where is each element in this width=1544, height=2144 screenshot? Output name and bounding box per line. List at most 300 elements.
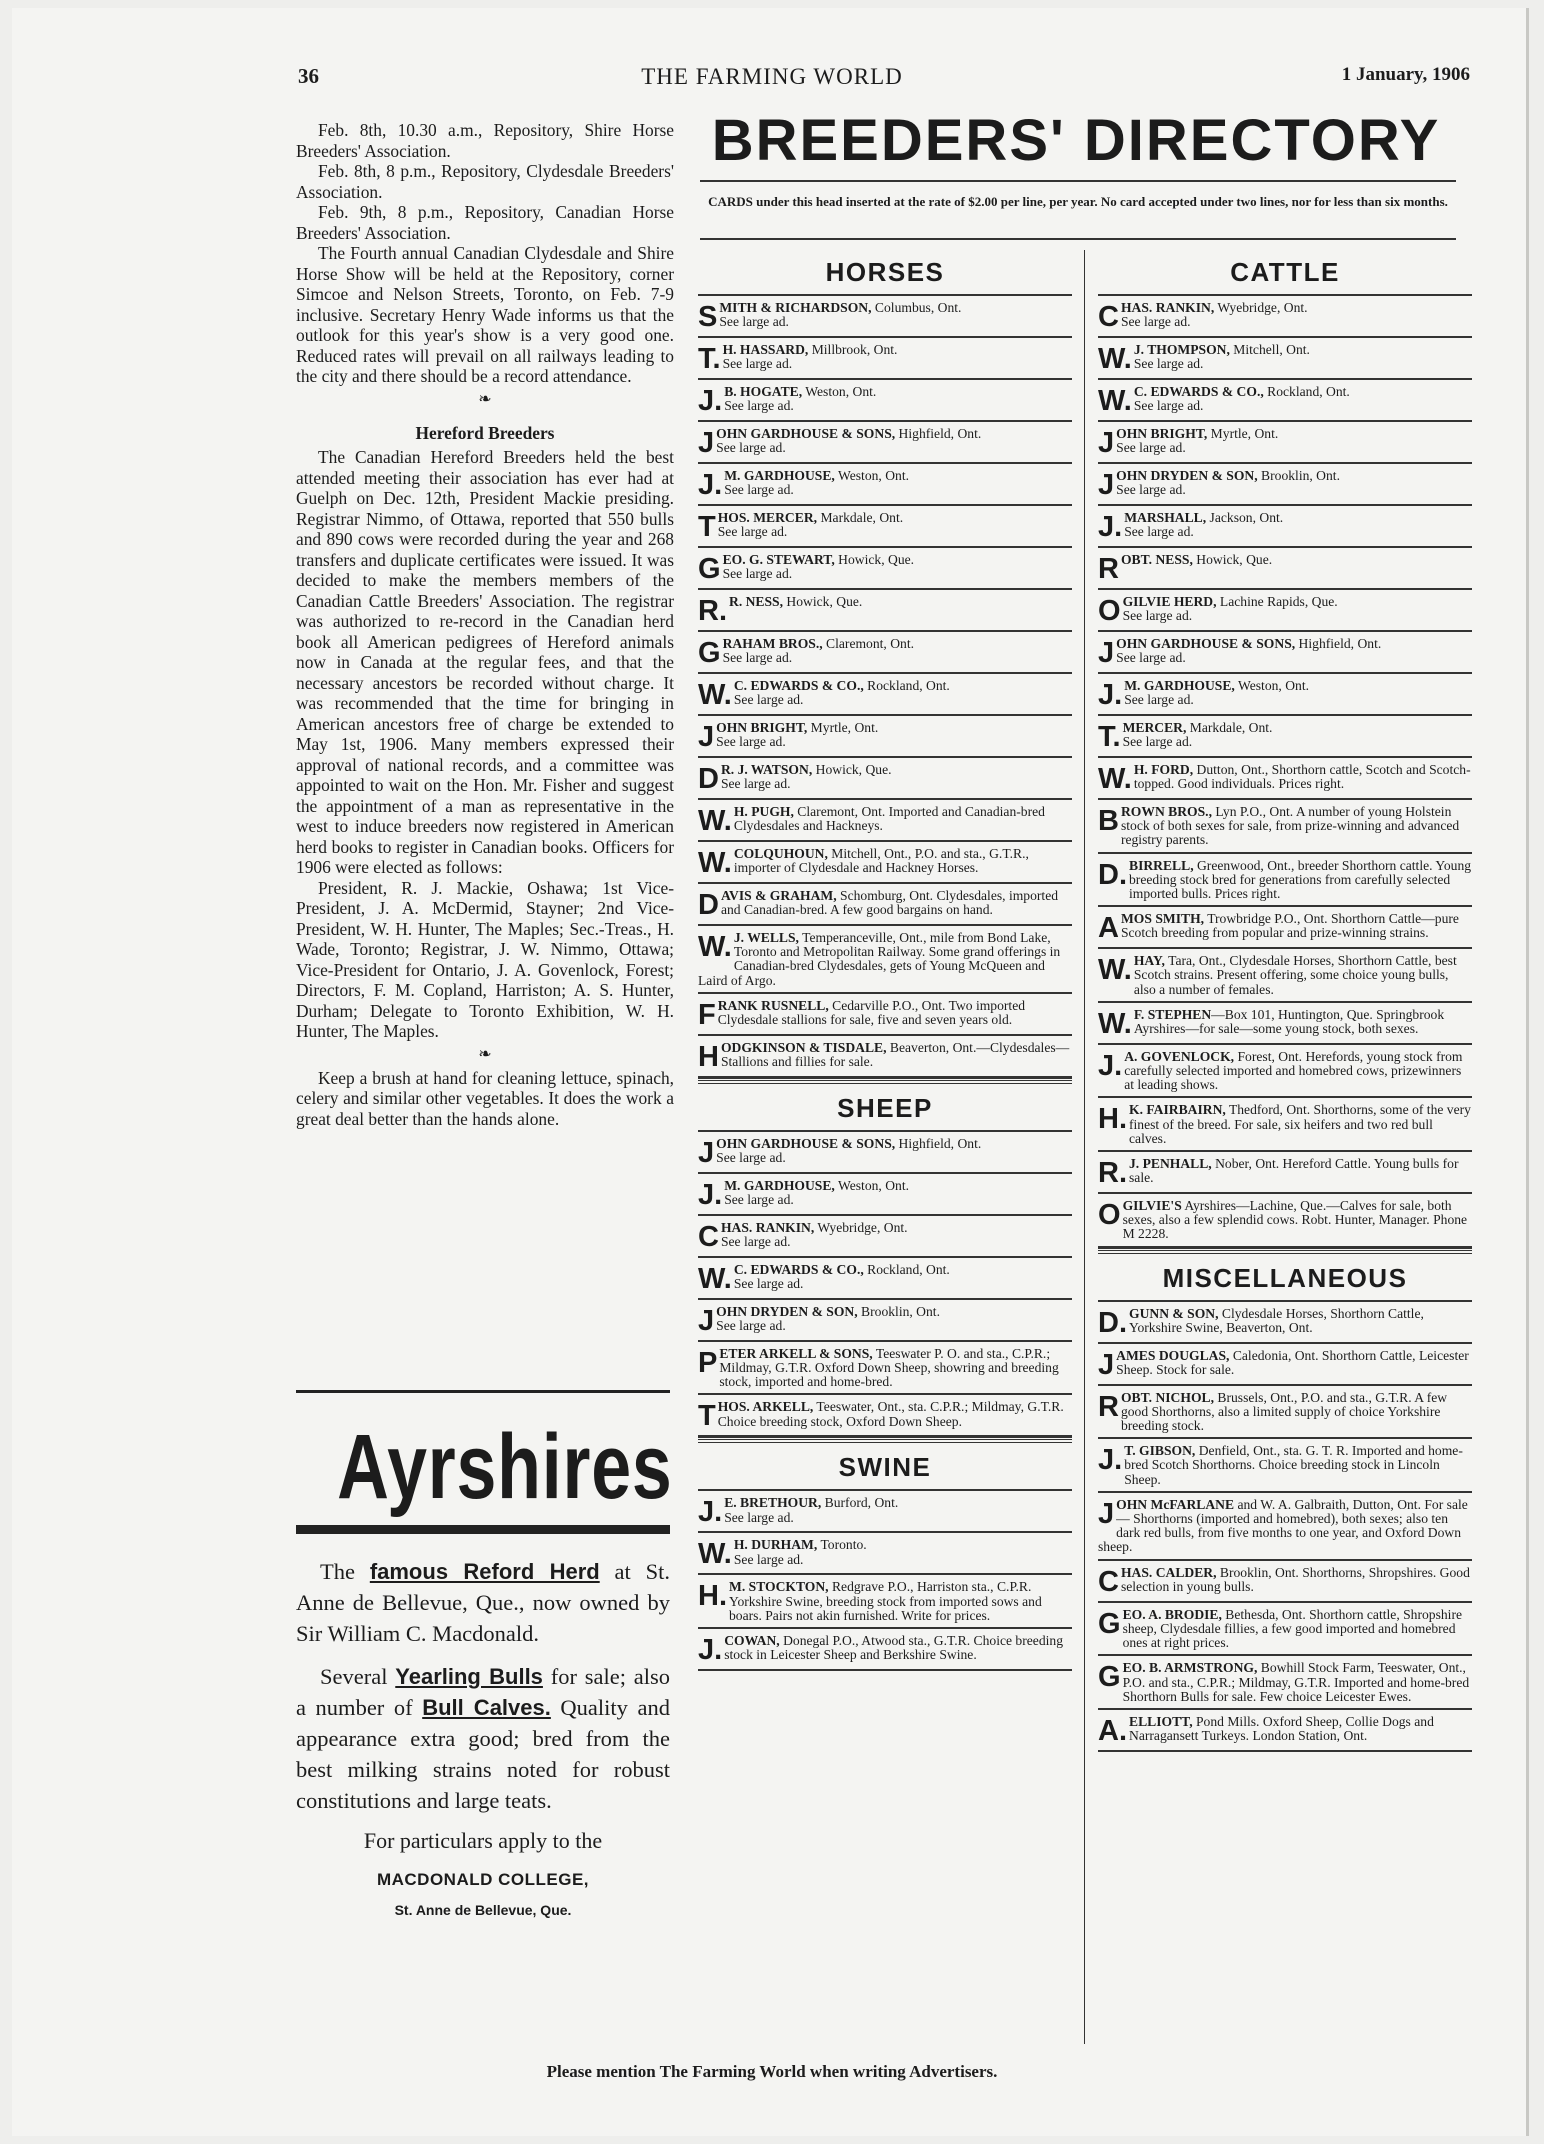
section-heading-sheep: SHEEP	[837, 1092, 933, 1123]
entry-name: C. EDWARDS & CO.,	[733, 678, 864, 693]
directory-rates-note: CARDS under this head inserted at the rate of $2.00 per line, per year. No card accepted under two lines, nor for less than six months.	[708, 194, 1448, 209]
left-article-column	[296, 120, 674, 1129]
entry-initial: J	[698, 1136, 715, 1169]
entry-name: OHN BRIGHT,	[1116, 426, 1208, 441]
entry-text: Tara, Ont., Clydesdale Horses, Shorthorn Cattle, best Scotch strains. Present offering, some choice young bulls, also a number of females.	[1133, 953, 1457, 997]
entry-text: Rockland, Ont.	[863, 1261, 950, 1277]
text: at St. Anne de Bellevue, Que., now owned by Sir William C. Macdonald.	[296, 1559, 670, 1646]
entry-see-ad: See large ad.	[1122, 734, 1193, 750]
entry-text: Toronto.	[817, 1537, 867, 1553]
entry-text: Teeswater P. O. and sta., C.P.R.; Mildmay, G.T.R. Oxford Down Sheep, showring and breeding stock, imported and home-bred.	[719, 1345, 1059, 1390]
issue-date: 1 January, 1906	[1341, 64, 1470, 85]
directory-entry	[698, 1342, 1072, 1396]
entry-name: J. THOMPSON,	[1133, 342, 1230, 357]
directory-entry	[1098, 949, 1472, 1003]
directory-entry	[1098, 907, 1472, 949]
ad-body	[296, 1556, 670, 1816]
directory-entry	[1098, 1098, 1472, 1152]
entry-initial: T.	[698, 343, 721, 375]
directory-entry	[698, 1491, 1072, 1533]
entry-initial: J.	[698, 1496, 723, 1529]
ad-paragraph	[296, 1661, 670, 1816]
entry-initial: T	[698, 511, 716, 543]
entry-initial: R.	[698, 595, 727, 627]
entry-name: OHN BRIGHT,	[716, 720, 808, 735]
entry-see-ad: See large ad.	[1133, 398, 1204, 414]
entry-name: OHN DRYDEN & SON,	[1116, 468, 1258, 483]
entry-name: OHN DRYDEN & SON,	[716, 1303, 858, 1319]
entry-initial: J.	[1098, 679, 1123, 711]
entry-text: Cedarville P.O., Ont. Two imported Clydesdale stallions for sale, five and seven years old.	[717, 997, 1026, 1028]
entry-text: Wyebridge, Ont.	[1214, 300, 1308, 315]
entry-name: H. HASSARD,	[722, 342, 809, 357]
entry-text: Rockland, Ont.	[1263, 384, 1350, 399]
entry-see-ad: See large ad.	[716, 1150, 786, 1166]
entry-see-ad: See large ad.	[720, 1234, 791, 1250]
directory-entry	[698, 1300, 1072, 1342]
entry-name: HAY,	[1133, 953, 1165, 969]
directory-entry	[698, 1395, 1072, 1437]
entry-see-ad: See large ad.	[717, 524, 788, 540]
entry-text: Forest, Ont. Herefords, young stock from carefully selected imported and homebred cows, prizewinners at leading shows.	[1124, 1048, 1463, 1093]
entry-text: Myrtle, Ont.	[807, 720, 879, 735]
directory-entry	[1098, 1194, 1472, 1248]
entry-text: Lachine Rapids, Que.	[1216, 594, 1338, 609]
directory-entry	[1098, 590, 1472, 632]
entry-initial: D.	[1098, 1306, 1127, 1339]
entry-name: R. J. WATSON,	[720, 762, 813, 777]
directory-entry	[1098, 422, 1472, 464]
entry-initial: C	[1098, 301, 1119, 333]
entry-initial: J.	[698, 1634, 723, 1667]
entry-text: Dutton, Ont., Shorthorn cattle, Scotch and Scotch-topped. Good individuals. Prices right.	[1133, 762, 1471, 792]
entry-text: Howick, Que.	[812, 762, 892, 777]
entry-name: OHN McFARLANE	[1116, 1496, 1235, 1512]
entry-name: B. HOGATE,	[724, 384, 803, 399]
directory-entry	[1098, 1603, 1472, 1657]
directory-entry	[698, 632, 1072, 674]
directory-entry	[698, 842, 1072, 884]
entry-initial: R	[1098, 1390, 1119, 1423]
directory-entry	[1098, 1710, 1472, 1752]
ornament-icon: ❧	[478, 1045, 492, 1063]
entry-name: HAS. RANKIN,	[720, 1219, 815, 1235]
entry-initial: J	[1098, 1348, 1115, 1381]
entry-text: Bethesda, Ont. Shorthorn cattle, Shropshire sheep, Clydesdale fillies, a few good imported and homebred ones at right prices.	[1122, 1606, 1463, 1651]
entry-see-ad: See large ad.	[733, 1551, 804, 1567]
entry-text: Jackson, Ont.	[1206, 510, 1284, 525]
entry-initial: H.	[1098, 1103, 1127, 1136]
directory-entry	[1098, 716, 1472, 758]
entry-initial: D.	[1098, 858, 1127, 891]
entry-text: Nober, Ont. Hereford Cattle. Young bulls for sale.	[1129, 1156, 1459, 1186]
directory-entry	[698, 338, 1072, 380]
paragraph: Feb. 8th, 8 p.m., Repository, Clydesdale Breeders' Association.	[296, 161, 674, 202]
entry-initial: R.	[1098, 1157, 1127, 1190]
entry-initial: W.	[1098, 954, 1132, 987]
entry-initial: J.	[698, 1178, 723, 1211]
page-footer: Please mention The Farming World when writing Advertisers.	[546, 2062, 998, 2081]
entry-initial: J	[1098, 427, 1115, 459]
divider	[700, 180, 1456, 182]
entry-text: Temperanceville, Ont., mile from Bond Lake, Toronto and Metropolitan Railway. Some grand offerings in Canadian-bred Clydesdales, gets of Young McQueen and Laird of Argo.	[698, 930, 1061, 988]
entry-name: K. FAIRBAIRN,	[1129, 1102, 1226, 1118]
directory-entry	[698, 548, 1072, 590]
entry-initial: G	[1098, 1607, 1121, 1640]
entry-text: Claremont, Ont.	[822, 636, 915, 651]
entry-initial: J.	[1098, 1049, 1123, 1082]
directory-entry	[1098, 1045, 1472, 1099]
directory-entry	[698, 506, 1072, 548]
entry-initial: P	[698, 1346, 718, 1379]
directory-entry	[698, 1036, 1072, 1078]
ayrshires-advertisement	[296, 1390, 673, 1918]
directory-entry	[1098, 1493, 1472, 1561]
entry-name: BIRRELL,	[1129, 857, 1194, 873]
entry-name: R. NESS,	[729, 594, 784, 609]
entry-text: Beaverton, Ont.—Clydesdales—Stallions and fillies for sale.	[720, 1039, 1070, 1070]
entry-name: GILVIE HERD,	[1122, 594, 1217, 609]
entry-see-ad: See large ad.	[722, 566, 793, 582]
entry-name: RANK RUSNELL,	[717, 997, 829, 1013]
entry-initial: J	[698, 427, 715, 459]
entry-text: Mitchell, Ont., P.O. and sta., G.T.R., importer of Clydesdale and Hackney Horses.	[733, 846, 1029, 876]
directory-entry	[698, 464, 1072, 506]
entry-text: and W. A. Galbraith, Dutton, Ont. For sale — Shorthorns (imported and homebred), both sexes; also ten dark red bulls, from five months to one year, and Oxford Down sheep.	[1098, 1496, 1468, 1555]
directory-entry	[1098, 1344, 1472, 1386]
directory-entry	[698, 926, 1072, 994]
directory-entry	[698, 422, 1072, 464]
entry-see-ad: See large ad.	[733, 692, 804, 708]
entry-name: COWAN,	[724, 1633, 780, 1649]
column-divider	[1084, 250, 1085, 2044]
entry-name: T. GIBSON,	[1124, 1443, 1196, 1459]
entry-initial: W.	[698, 805, 732, 837]
directory-entry	[698, 1629, 1072, 1671]
entry-name: HAS. CALDER,	[1120, 1564, 1217, 1580]
entry-name: MARSHALL,	[1124, 510, 1207, 525]
entry-text: Weston, Ont.	[1234, 678, 1310, 693]
entry-initial: D	[698, 763, 719, 795]
section-heading-horses: HORSES	[825, 257, 945, 287]
entry-text: Burford, Ont.	[821, 1495, 899, 1511]
directory-entry	[1098, 338, 1472, 380]
entry-text: Thedford, Ont. Shorthorns, some of the very finest of the breed. For sale, six heifers and two red bull calves.	[1129, 1102, 1471, 1146]
entry-text: Howick, Que.	[783, 594, 863, 609]
entry-text: Rockland, Ont.	[863, 678, 950, 693]
entry-name: A. GOVENLOCK,	[1124, 1048, 1235, 1064]
ad-apply-line: For particulars apply to the	[363, 1828, 603, 1853]
entry-name: GILVIE'S	[1122, 1198, 1182, 1214]
entry-see-ad: See large ad.	[1124, 524, 1194, 540]
entry-text: Markdale, Ont.	[817, 510, 904, 525]
entry-text: Highfield, Ont.	[895, 426, 982, 441]
entry-text: Highfield, Ont.	[895, 1135, 982, 1151]
entry-name: J. WELLS,	[733, 930, 799, 945]
text: Several	[320, 1664, 396, 1689]
directory-entry	[698, 590, 1072, 632]
directory-entry	[698, 380, 1072, 422]
directory-entry	[698, 1258, 1072, 1300]
entry-see-ad: See large ad.	[724, 398, 794, 414]
entry-initial: B	[1098, 805, 1119, 837]
entry-initial: W.	[698, 679, 732, 711]
entry-text: Myrtle, Ont.	[1207, 426, 1279, 441]
section-heading-swine: SWINE	[838, 1452, 932, 1483]
entry-initial: C	[1098, 1565, 1119, 1598]
entry-initial: A.	[1098, 1714, 1127, 1747]
entry-name: OBT. NESS,	[1120, 552, 1193, 567]
entry-text: Caledonia, Ont. Shorthorn Cattle, Leicester Sheep. Stock for sale.	[1116, 1347, 1469, 1377]
entry-initial: G	[698, 637, 721, 669]
entry-initial: O	[1098, 1199, 1121, 1232]
entry-initial: W.	[698, 1538, 732, 1571]
entry-text: Howick, Que.	[834, 552, 915, 567]
entry-name: AMES DOUGLAS,	[1116, 1347, 1230, 1363]
directory-entry	[698, 800, 1072, 842]
entry-initial: A	[1098, 912, 1119, 945]
entry-name: HOS. ARKELL,	[717, 1399, 814, 1415]
entry-name: ROWN BROS.,	[1120, 804, 1212, 819]
entry-initial: F	[698, 998, 716, 1031]
paragraph: Keep a brush at hand for cleaning lettuce, spinach, celery and similar other vegetables. It does the work a great deal better than the hands alone.	[296, 1067, 674, 1129]
entry-name: ETER ARKELL & SONS,	[719, 1345, 873, 1361]
entry-initial: W.	[698, 847, 732, 879]
entry-text: Weston, Ont.	[802, 384, 877, 399]
directory-entry	[698, 716, 1072, 758]
directory-entry	[1098, 1152, 1472, 1194]
entry-initial: R	[1098, 553, 1119, 585]
directory-entry	[698, 884, 1072, 926]
entry-name: C. EDWARDS & CO.,	[1133, 384, 1264, 399]
text: The	[320, 1559, 370, 1584]
entry-see-ad: See large ad.	[722, 356, 793, 372]
directory-entry	[1098, 1561, 1472, 1603]
divider	[296, 1390, 670, 1393]
directory-entry	[698, 1216, 1072, 1258]
entry-initial: J	[698, 1304, 715, 1337]
entry-initial: D	[698, 889, 719, 921]
directory-entry	[698, 1575, 1072, 1629]
entry-see-ad: See large ad.	[716, 1318, 786, 1334]
entry-initial: J	[698, 721, 715, 753]
entry-name: EO. B. ARMSTRONG,	[1122, 1660, 1258, 1676]
paragraph: Feb. 8th, 10.30 a.m., Repository, Shire Horse Breeders' Association.	[296, 120, 674, 161]
entry-text: Denfield, Ont., sta. G. T. R. Imported and home-bred Scotch Shorthorns. Choice breeding stock in Lincoln Sheep.	[1124, 1443, 1463, 1487]
entry-name: EO. G. STEWART,	[722, 552, 835, 567]
directory-entry	[698, 1533, 1072, 1575]
entry-initial: T	[698, 1400, 716, 1433]
entry-see-ad: See large ad.	[733, 1276, 804, 1292]
entry-name: MERCER,	[1122, 720, 1187, 735]
entry-initial: J.	[1098, 511, 1123, 543]
entry-see-ad: See large ad.	[1124, 692, 1194, 708]
directory-column-left	[698, 248, 1072, 1671]
entry-initial: W.	[1098, 385, 1132, 417]
entry-name: HAS. RANKIN,	[1120, 300, 1215, 315]
entry-initial: W.	[698, 1262, 732, 1295]
entry-initial: H	[698, 1040, 719, 1073]
entry-text: Greenwood, Ont., breeder Shorthorn cattle. Young breeding stock bred for generations from carefully selected imported bulls. Prices right.	[1129, 857, 1472, 902]
entry-text: Mitchell, Ont.	[1229, 342, 1310, 357]
entry-text: Markdale, Ont.	[1186, 720, 1273, 735]
entry-name: C. EDWARDS & CO.,	[733, 1261, 864, 1277]
entry-text: Trowbridge P.O., Ont. Shorthorn Cattle—pure Scotch breeding from popular and prize-winning strains.	[1120, 911, 1459, 941]
paragraph: The Canadian Hereford Breeders held the best attended meeting their association has ever had at Guelph on Dec. 12th, President Mackie presiding. Registrar Nimmo, of Ottawa, reported that 550 bulls and 890 cows were recorded during the year and 268 transfers and duplicate certificates were issued. It was decided to make the members members of the Canadian Cattle Breeders' Association. The registrar was authorized to re-record in the Canadian herd book all American pedigrees of Hereford animals now in Canada at the regular fees, and that the necessary ancestors be recorded without charge. It was recommended that the time for bringing in American ancestors free of charge be extended to May 1st, 1906. Many members expressed their approval of national records, and a committee was appointed to wait on the Hon. Mr. Fisher and suggest the appointment of a man as representative in the west to induce breeders now registered in American herd books to register in Canadian books. Officers for 1906 were elected as follows:	[296, 447, 674, 877]
entry-name: RAHAM BROS.,	[722, 636, 823, 651]
directory-entry	[698, 994, 1072, 1036]
entry-text: Highfield, Ont.	[1295, 636, 1382, 651]
entry-text: Weston, Ont.	[834, 1177, 910, 1193]
section-heading-cattle: CATTLE	[1230, 257, 1340, 287]
entry-name: EO. A. BRODIE,	[1122, 1606, 1222, 1622]
ad-address: St. Anne de Bellevue, Que.	[394, 1902, 572, 1918]
entry-name: H. FORD,	[1133, 762, 1194, 777]
entry-text: Brooklin, Ont.	[857, 1303, 940, 1319]
entry-see-ad: See large ad.	[1116, 440, 1186, 456]
entry-see-ad: See large ad.	[720, 776, 791, 792]
entry-see-ad: See large ad.	[1116, 650, 1186, 666]
entry-text: Clydesdale Horses, Shorthorn Cattle, Yorkshire Swine, Beaverton, Ont.	[1129, 1305, 1424, 1335]
entry-text: —Box 101, Huntington, Que. Springbrook Ayrshires—for sale—some young stock, both sexes.	[1133, 1006, 1445, 1037]
officers-list: President, R. J. Mackie, Oshawa; 1st Vice-President, J. A. McDermid, Stayner; 2nd Vice-President, W. H. Hunter, The Maples; Sec.-Treas., H. Wade, Toronto; Registrar, J. W. Nimmo, Ottawa; Vice-President for Ontario, J. A. Govenlock, Forest; Directors, F. M. Copland, Harriston; A. S. Hunter, Durham; Delegate to Toronto Exhibition, W. H. Hunter, The Maples.	[296, 877, 674, 1041]
directory-entry	[1098, 380, 1472, 422]
entry-text: Bowhill Stock Farm, Teeswater, Ont., P.O. and sta., C.P.R.; Mildmay, G.T.R. Imported and home-bred Shorthorn Bulls for sale. Few choice Leicester Ewes.	[1122, 1660, 1470, 1704]
entry-see-ad: See large ad.	[1133, 356, 1204, 372]
directory-entry	[1098, 632, 1472, 674]
entry-initial: G	[698, 553, 721, 585]
entry-text: Lyn P.O., Ont. A number of young Holstein stock of both sexes for sale, from prize-winning and advanced registry parents.	[1120, 804, 1460, 848]
entry-name: GUNN & SON,	[1129, 1305, 1219, 1321]
directory-entry	[1098, 1386, 1472, 1440]
entry-name: M. GARDHOUSE,	[1124, 678, 1235, 693]
entry-name: F. STEPHEN	[1133, 1006, 1212, 1022]
directory-column-right	[1098, 248, 1472, 1752]
entry-initial: W.	[1098, 763, 1132, 795]
divider	[700, 238, 1456, 240]
entry-see-ad: See large ad.	[722, 650, 793, 666]
entry-initial: J.	[1098, 1444, 1123, 1477]
entry-initial: W.	[1098, 1007, 1132, 1040]
entry-see-ad: See large ad.	[1120, 314, 1191, 330]
entry-text: Schomburg, Ont. Clydesdales, imported and Canadian-bred. A few good bargains on hand.	[720, 888, 1059, 918]
directory-entry	[1098, 1302, 1472, 1344]
directory-title: BREEDERS' DIRECTORY	[711, 108, 1441, 173]
entry-see-ad: See large ad.	[1122, 608, 1193, 624]
entry-text: Pond Mills. Oxford Sheep, Collie Dogs and Narragansett Turkeys. London Station, Ont.	[1129, 1713, 1434, 1744]
directory-entry	[1098, 1439, 1472, 1493]
page-number: 36	[298, 64, 319, 88]
section-heading: Hereford Breeders	[415, 422, 555, 443]
directory-entry	[1098, 464, 1472, 506]
directory-entry	[698, 674, 1072, 716]
entry-text: Columbus, Ont.	[871, 300, 962, 315]
entry-name: COLQUHOUN,	[733, 846, 828, 861]
entry-text: Brooklin, Ont.	[1257, 468, 1340, 483]
paragraph: Feb. 9th, 8 p.m., Repository, Canadian Horse Breeders' Association.	[296, 202, 674, 243]
entry-name: OHN GARDHOUSE & SONS,	[716, 1135, 896, 1151]
entry-see-ad: See large ad.	[1116, 482, 1186, 498]
directory-entry	[698, 1174, 1072, 1216]
entry-name: OBT. NICHOL,	[1120, 1389, 1214, 1405]
directory-entry	[1098, 854, 1472, 908]
entry-name: H. DURHAM,	[733, 1537, 818, 1553]
entry-initial: T.	[1098, 721, 1121, 753]
entry-name: MITH & RICHARDSON,	[719, 300, 872, 315]
entry-see-ad: See large ad.	[716, 440, 786, 456]
entry-name: MOS SMITH,	[1120, 911, 1205, 927]
entry-name: J. PENHALL,	[1129, 1156, 1212, 1172]
entry-name: ODGKINSON & TISDALE,	[720, 1039, 887, 1055]
entry-name: M. GARDHOUSE,	[724, 1177, 835, 1193]
entry-name: OHN GARDHOUSE & SONS,	[716, 426, 896, 441]
entry-initial: C	[698, 1220, 719, 1253]
ad-paragraph	[296, 1556, 670, 1649]
entry-see-ad: See large ad.	[724, 482, 794, 498]
entry-name: M. STOCKTON,	[729, 1579, 829, 1595]
entry-initial: G	[1098, 1661, 1121, 1694]
directory-entry	[1098, 1003, 1472, 1045]
directory-entry	[698, 758, 1072, 800]
entry-text: Weston, Ont.	[834, 468, 910, 483]
entry-text: Brussels, Ont., P.O. and sta., G.T.R. A few good Shorthorns, also a limited supply of choice Yorkshire breeding stock.	[1120, 1389, 1448, 1434]
directory-entry	[1098, 548, 1472, 590]
publication-title: THE FARMING WORLD	[641, 64, 903, 89]
ad-title: Ayrshires	[337, 1416, 673, 1518]
entry-text: Ayrshires—Lachine, Que.—Calves for sale, both sexes, also a few splendid cows. Robt. Hunter, Manager. Phone M 2228.	[1122, 1198, 1468, 1242]
entry-initial: J.	[698, 385, 723, 417]
entry-name: ELLIOTT,	[1129, 1713, 1193, 1729]
entry-initial: H.	[698, 1580, 727, 1613]
directory-entry	[1098, 800, 1472, 854]
entry-see-ad: See large ad.	[724, 1192, 794, 1208]
highlight: famous Reford Herd	[369, 1559, 600, 1584]
directory-entry	[1098, 1656, 1472, 1710]
entry-initial: W.	[698, 931, 732, 963]
entry-initial: J	[1098, 1497, 1115, 1530]
directory-entry	[1098, 758, 1472, 800]
entry-text: Donegal P.O., Atwood sta., G.T.R. Choice breeding stock in Leicester Sheep and Berkshire Swine.	[724, 1633, 1063, 1663]
text: for sale; also a number of	[296, 1664, 670, 1720]
directory-entry	[1098, 506, 1472, 548]
entry-text: Teeswater, Ont., sta. C.P.R.; Mildmay, G.T.R. Choice breeding stock, Oxford Down Sheep.	[717, 1399, 1064, 1429]
section-heading-miscellaneous: MISCELLANEOUS	[1162, 1262, 1408, 1293]
directory-entry	[698, 296, 1072, 338]
entry-see-ad: See large ad.	[719, 314, 789, 330]
entry-initial: O	[1098, 595, 1121, 627]
entry-text: Brooklin, Ont. Shorthorns, Shropshires. Good selection in young bulls.	[1120, 1564, 1470, 1594]
ornament-icon: ❧	[478, 390, 492, 408]
entry-name: H. PUGH,	[733, 804, 794, 819]
entry-name: HOS. MERCER,	[717, 510, 818, 525]
paragraph: The Fourth annual Canadian Clydesdale and Shire Horse Show will be held at the Repository, corner Simcoe and Nelson Streets, Toronto, on Feb. 7-9 inclusive. Secretary Henry Wade informs us that the outlook for this year's show is a very good one. Reduced rates will prevail on all railways leading to the city and there should be a record attendance.	[296, 243, 674, 386]
directory-entry	[698, 1132, 1072, 1174]
divider	[296, 1525, 670, 1534]
entry-initial: J	[1098, 637, 1115, 669]
ad-college-name: MACDONALD COLLEGE,	[376, 1870, 590, 1889]
text: Quality and appearance extra good; bred from the best milking strains noted for robust constitutions and large teats.	[296, 1695, 670, 1813]
entry-text: Redgrave P.O., Harriston sta., C.P.R. Yorkshire Swine, breeding stock from imported sows and boars. Pairs not akin furnished. Write for prices.	[729, 1579, 1042, 1623]
entry-initial: J.	[698, 469, 723, 501]
entry-name: M. GARDHOUSE,	[724, 468, 835, 483]
directory-entry	[1098, 296, 1472, 338]
entry-text: Wyebridge, Ont.	[814, 1219, 908, 1235]
entry-see-ad: See large ad.	[716, 734, 786, 750]
highlight: Bull Calves.	[422, 1695, 551, 1720]
entry-name: AVIS & GRAHAM,	[720, 888, 837, 903]
directory-entry	[1098, 674, 1472, 716]
entry-name: OHN GARDHOUSE & SONS,	[1116, 636, 1296, 651]
